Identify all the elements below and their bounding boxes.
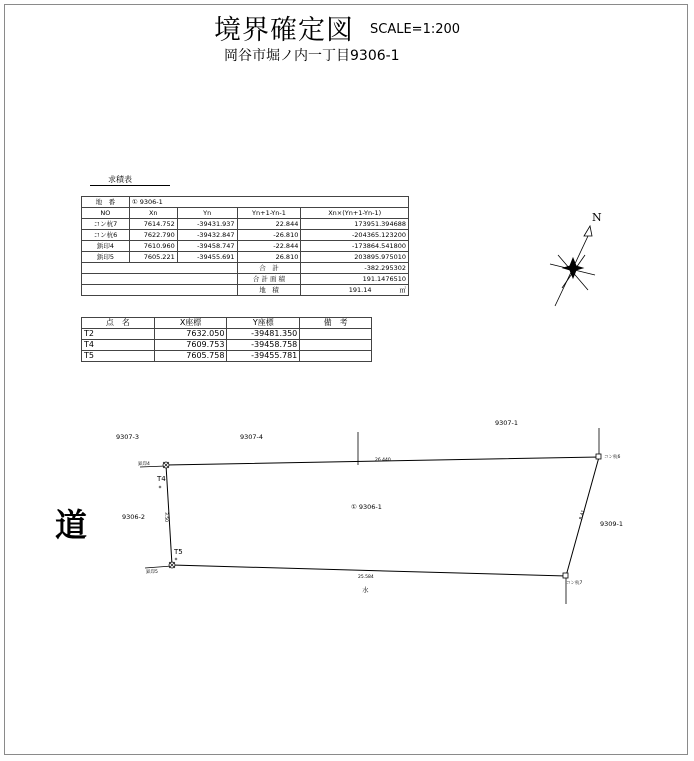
area-unit: ㎡ (399, 286, 406, 294)
column-header: Xn×(Yn+1-Yn-1) (301, 208, 409, 219)
corner-marker-icon (163, 462, 169, 468)
lot-label-9307-1: 9307-1 (495, 419, 519, 427)
table-cell: -173864.541800 (301, 241, 409, 252)
lot-label-9309-1: 9309-1 (600, 520, 624, 528)
area-value: 191.14 (348, 286, 372, 294)
table-cell: T5 (82, 351, 155, 362)
table-cell: -39432.847 (177, 230, 237, 241)
marker-label: コン杭6 (604, 455, 621, 460)
table-cell: -39455.781 (227, 351, 300, 362)
table-cell: -39458.758 (227, 340, 300, 351)
table-cell: 鋲印4 (82, 241, 130, 252)
sum-label: 合 計 (237, 263, 301, 274)
point-mark-icon (159, 486, 161, 488)
lot-boundary (166, 457, 599, 576)
column-header: NO (82, 208, 130, 219)
table-cell: 7605.221 (129, 252, 177, 263)
marker-label: コン杭7 (566, 581, 583, 586)
column-header: 点 名 (82, 318, 155, 329)
table-cell: T2 (82, 329, 155, 340)
table-cell: 26.810 (237, 252, 301, 263)
table-cell: -39431.937 (177, 219, 237, 230)
table-cell: -39455.691 (177, 252, 237, 263)
north-label: N (592, 211, 602, 224)
column-header: 備 考 (300, 318, 372, 329)
location-subtitle: 岡谷市堀ノ内一丁目9306-1 (224, 48, 400, 64)
table-cell: 203895.975010 (301, 252, 409, 263)
column-header: Xn (129, 208, 177, 219)
table-cell: -204365.123200 (301, 230, 409, 241)
double-area-label: 合 計 面 積 (237, 274, 301, 285)
table-cell: コン杭7 (82, 219, 130, 230)
table-cell: -22.844 (237, 241, 301, 252)
corner-marker-icon (169, 562, 175, 568)
table-cell: 173951.394688 (301, 219, 409, 230)
table-cell: 7609.753 (154, 340, 227, 351)
lot-value: ① 9306-1 (129, 197, 408, 208)
table-cell: 7610.960 (129, 241, 177, 252)
edge-length-bottom: 25.584 (358, 575, 374, 580)
marker-label: 鋲印5 (146, 570, 158, 575)
water-label: 水 (362, 586, 369, 594)
column-header: X座標 (154, 318, 227, 329)
point-label-t4: T4 (157, 475, 166, 483)
table-cell: T4 (82, 340, 155, 351)
column-header: Yn (177, 208, 237, 219)
table-cell: -39458.747 (177, 241, 237, 252)
table-cell: 鋲印5 (82, 252, 130, 263)
table-cell: -39481.350 (227, 329, 300, 340)
table-cell: 7614.752 (129, 219, 177, 230)
marker-label: 鋲印4 (138, 462, 150, 467)
table-cell: 7605.758 (154, 351, 227, 362)
point-label-t5: T5 (174, 548, 183, 556)
point-mark-icon (175, 558, 177, 560)
lot-label-center: ① 9306-1 (351, 503, 382, 511)
page-title: 境界確定図 (214, 15, 354, 46)
edge-length-left: 3.50 (163, 512, 168, 523)
table-cell: 7632.050 (154, 329, 227, 340)
lot-label-9307-3: 9307-3 (116, 433, 140, 441)
table-cell: 7622.790 (129, 230, 177, 241)
lot-label-9307-4: 9307-4 (240, 433, 264, 441)
edge-length-top: 26.440 (375, 458, 391, 463)
concrete-stake-icon (563, 573, 568, 578)
boundary-line (145, 566, 172, 568)
area-table-caption: 求積表 (108, 175, 132, 184)
concrete-stake-icon (596, 454, 601, 459)
table-cell: -26.810 (237, 230, 301, 241)
column-header: Yn+1-Yn-1 (237, 208, 301, 219)
road-label: 道 (55, 506, 88, 544)
north-arrow-icon (550, 226, 595, 306)
double-area-value: 191.1476510 (301, 274, 409, 285)
area-label: 地 積 (237, 285, 301, 296)
scale-label: SCALE=1:200 (370, 22, 461, 37)
lot-label-9306-2: 9306-2 (122, 513, 146, 521)
table-cell: コン杭6 (82, 230, 130, 241)
table-cell: 22.844 (237, 219, 301, 230)
sum-value: -382.295302 (301, 263, 409, 274)
edge-length-right: 8.41 (579, 509, 587, 521)
lot-label: 地 番 (82, 197, 130, 208)
column-header: Y座標 (227, 318, 300, 329)
